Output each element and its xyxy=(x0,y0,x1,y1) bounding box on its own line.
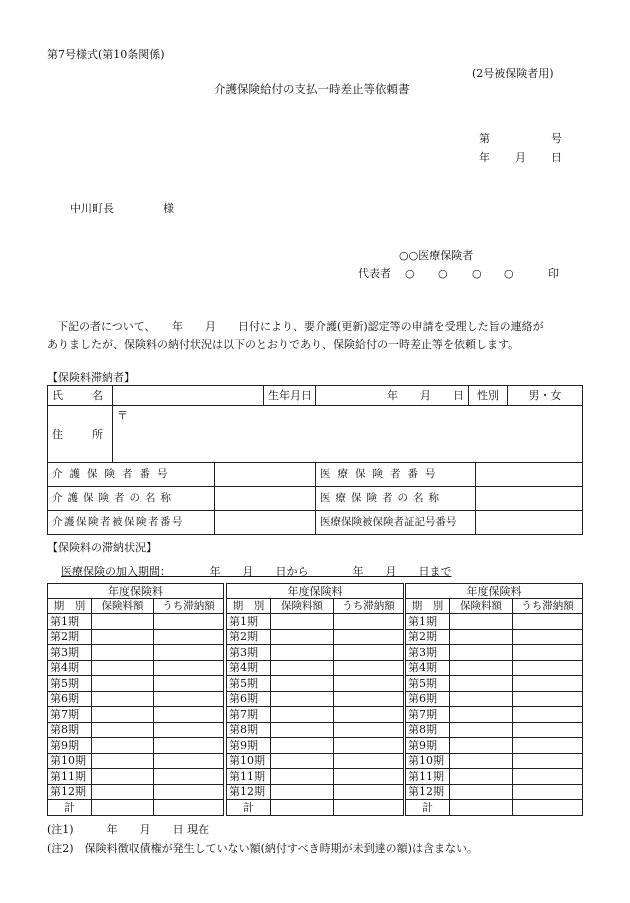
insurer-name: ○○医療保険者 xyxy=(399,249,474,262)
premium-amount-cell[interactable] xyxy=(92,753,154,769)
table-row xyxy=(406,722,583,738)
address-label: 住 所 xyxy=(48,406,113,463)
table-row xyxy=(48,676,224,692)
table-row xyxy=(227,660,404,676)
arrears-amount-cell[interactable] xyxy=(154,769,224,785)
period-label: 第1期 xyxy=(48,614,92,630)
arrears-header: うち滞納額 xyxy=(513,599,583,614)
period-label: 第2期 xyxy=(406,629,450,645)
table-row xyxy=(227,676,404,692)
document-title: 介護保険給付の支払一時差止等依頼書 xyxy=(214,82,410,96)
period-label: 第8期 xyxy=(227,722,271,738)
period-header: 期 別 xyxy=(48,599,92,614)
insurer-number-table xyxy=(47,462,583,535)
note-1: (注1) 年 月 日 現在 xyxy=(47,823,210,836)
period-label: 第9期 xyxy=(227,738,271,754)
period-label: 第8期 xyxy=(48,722,92,738)
arrears-amount-cell[interactable] xyxy=(513,784,583,800)
arrears-table-2 xyxy=(226,583,404,816)
table-row xyxy=(227,738,404,754)
table-row xyxy=(406,784,583,800)
period-label: 第11期 xyxy=(406,769,450,785)
sex-label: 性別 xyxy=(469,386,508,406)
care-insurer-number-label: 介護保険者番号 xyxy=(48,463,215,487)
table-row xyxy=(227,691,404,707)
addressee-sama: 様 xyxy=(163,202,174,215)
period-label: 第11期 xyxy=(48,769,92,785)
table-row xyxy=(406,645,583,661)
seal-mark: 印 xyxy=(548,267,559,280)
premium-amount-cell[interactable] xyxy=(450,784,513,800)
rep-circle-1: ○ xyxy=(405,267,415,280)
premium-amount-cell[interactable] xyxy=(450,769,513,785)
arrears-amount-cell[interactable] xyxy=(154,660,224,676)
table-row xyxy=(227,753,404,769)
table-row xyxy=(406,660,583,676)
postal-mark: 〒 xyxy=(117,409,128,422)
care-insurer-number-input[interactable] xyxy=(215,463,316,487)
birth-label: 生年月日 xyxy=(264,386,316,406)
arrears-total-cell[interactable] xyxy=(154,800,224,816)
arrears-amount-cell[interactable] xyxy=(154,722,224,738)
premium-amount-cell[interactable] xyxy=(92,660,154,676)
period-label: 第1期 xyxy=(227,614,271,630)
premium-amount-cell[interactable] xyxy=(92,676,154,692)
table-row xyxy=(48,722,224,738)
medical-insurer-number-label: 医療保険者番号 xyxy=(316,463,476,487)
premium-total-cell[interactable] xyxy=(92,800,154,816)
arrears-table-3 xyxy=(405,583,583,816)
period-label: 第7期 xyxy=(406,707,450,723)
premium-total-cell[interactable] xyxy=(450,800,513,816)
arrears-amount-cell[interactable] xyxy=(513,629,583,645)
medical-insured-card-label: 医療保険被保険者証記号番号 xyxy=(316,511,476,535)
section2-heading: 【保険料の滞納状況】 xyxy=(47,541,157,554)
arrears-amount-cell[interactable] xyxy=(154,738,224,754)
arrears-amount-cell[interactable] xyxy=(334,784,404,800)
period-label: 第2期 xyxy=(48,629,92,645)
period-label: 第12期 xyxy=(406,784,450,800)
medical-insurer-name-label: 医療保険者の名称 xyxy=(316,487,476,511)
table-row xyxy=(227,707,404,723)
premium-header: 保険料額 xyxy=(271,599,334,614)
fiscal-year-title: 年度保険料 xyxy=(48,584,224,599)
period-label: 第11期 xyxy=(227,769,271,785)
enrollment-period: 医療保険の加入期間： 年 月 日から 年 月 日まで xyxy=(61,565,452,578)
premium-amount-cell[interactable] xyxy=(271,691,334,707)
arrears-amount-cell[interactable] xyxy=(334,707,404,723)
premium-amount-cell[interactable] xyxy=(450,645,513,661)
table-row xyxy=(406,753,583,769)
premium-amount-cell[interactable] xyxy=(450,707,513,723)
table-row xyxy=(227,784,404,800)
fiscal-year-title: 年度保険料 xyxy=(227,584,404,599)
premium-amount-cell[interactable] xyxy=(450,614,513,630)
table-row xyxy=(227,645,404,661)
table-row xyxy=(406,691,583,707)
table-row xyxy=(48,629,224,645)
body-line-2: ありましたが、保険料の納付状況は以下のとおりであり、保険給付の一時差止等を依頼します。 xyxy=(47,338,520,351)
period-label: 第7期 xyxy=(227,707,271,723)
name-input[interactable] xyxy=(113,386,264,406)
arrears-amount-cell[interactable] xyxy=(513,753,583,769)
arrears-total-cell[interactable] xyxy=(513,800,583,816)
total-row xyxy=(48,800,224,816)
table-row xyxy=(48,738,224,754)
period-header: 期 別 xyxy=(227,599,271,614)
premium-amount-cell[interactable] xyxy=(271,676,334,692)
period-label: 第6期 xyxy=(227,691,271,707)
table-row xyxy=(48,753,224,769)
arrears-amount-cell[interactable] xyxy=(334,614,404,630)
arrears-total-cell[interactable] xyxy=(334,800,404,816)
period-label: 第12期 xyxy=(48,784,92,800)
premium-amount-cell[interactable] xyxy=(450,660,513,676)
table-row xyxy=(48,691,224,707)
table-row xyxy=(227,614,404,630)
period-label: 第2期 xyxy=(227,629,271,645)
premium-amount-cell[interactable] xyxy=(92,614,154,630)
arrears-amount-cell[interactable] xyxy=(513,614,583,630)
premium-header: 保険料額 xyxy=(450,599,513,614)
premium-amount-cell[interactable] xyxy=(450,738,513,754)
period-header: 期 別 xyxy=(406,599,450,614)
total-label: 計 xyxy=(48,800,92,816)
premium-amount-cell[interactable] xyxy=(271,722,334,738)
premium-amount-cell[interactable] xyxy=(271,614,334,630)
period-label: 第5期 xyxy=(48,676,92,692)
period-label: 第10期 xyxy=(406,753,450,769)
doc-number-dai: 第 xyxy=(479,132,490,145)
arrears-amount-cell[interactable] xyxy=(154,645,224,661)
table-row xyxy=(48,707,224,723)
arrears-amount-cell[interactable] xyxy=(513,645,583,661)
period-label: 第9期 xyxy=(48,738,92,754)
arrears-amount-cell[interactable] xyxy=(513,660,583,676)
total-row xyxy=(406,800,583,816)
period-label: 第5期 xyxy=(227,676,271,692)
premium-amount-cell[interactable] xyxy=(92,707,154,723)
medical-insurer-number-input[interactable] xyxy=(476,463,583,487)
arrears-amount-cell[interactable] xyxy=(513,769,583,785)
arrears-header: うち滞納額 xyxy=(154,599,224,614)
care-insurer-name-label: 介護保険者の名称 xyxy=(48,487,215,511)
premium-amount-cell[interactable] xyxy=(92,722,154,738)
table-row xyxy=(48,614,224,630)
premium-amount-cell[interactable] xyxy=(450,676,513,692)
date-year: 年 xyxy=(479,151,490,164)
premium-total-cell[interactable] xyxy=(271,800,334,816)
premium-amount-cell[interactable] xyxy=(92,769,154,785)
arrears-table-1 xyxy=(47,583,224,816)
table-row xyxy=(406,707,583,723)
arrears-amount-cell[interactable] xyxy=(334,691,404,707)
arrears-amount-cell[interactable] xyxy=(334,753,404,769)
premium-amount-cell[interactable] xyxy=(271,769,334,785)
premium-amount-cell[interactable] xyxy=(271,784,334,800)
premium-amount-cell[interactable] xyxy=(271,660,334,676)
body-line-1: 下記の者について、 年 月 日付により、要介護(更新)認定等の申請を受理した旨の連絡が xyxy=(57,320,544,333)
arrears-amount-cell[interactable] xyxy=(154,784,224,800)
rep-circle-3: ○ xyxy=(472,267,482,280)
arrears-amount-cell[interactable] xyxy=(154,753,224,769)
arrears-amount-cell[interactable] xyxy=(334,660,404,676)
arrears-header: うち滞納額 xyxy=(334,599,404,614)
premium-amount-cell[interactable] xyxy=(92,645,154,661)
table-row xyxy=(406,738,583,754)
arrears-amount-cell[interactable] xyxy=(334,722,404,738)
arrears-amount-cell[interactable] xyxy=(334,645,404,661)
premium-header: 保険料額 xyxy=(92,599,154,614)
medical-insured-card-input[interactable] xyxy=(476,511,583,535)
period-label: 第4期 xyxy=(406,660,450,676)
table-row xyxy=(227,722,404,738)
period-label: 第7期 xyxy=(48,707,92,723)
doc-number-go: 号 xyxy=(551,132,562,145)
table-row xyxy=(406,614,583,630)
arrears-amount-cell[interactable] xyxy=(154,629,224,645)
note-2: (注2) 保険料徴収債権が発生していない額(納付すべき時期が未到達の額)は含まない。 xyxy=(47,842,478,855)
arrears-amount-cell[interactable] xyxy=(334,738,404,754)
section1-heading: 【保険料滞納者】 xyxy=(47,371,135,384)
arrears-amount-cell[interactable] xyxy=(334,676,404,692)
table-row xyxy=(227,629,404,645)
arrears-amount-cell[interactable] xyxy=(154,676,224,692)
arrears-amount-cell[interactable] xyxy=(513,707,583,723)
premium-amount-cell[interactable] xyxy=(271,753,334,769)
premium-amount-cell[interactable] xyxy=(271,707,334,723)
table-row xyxy=(227,769,404,785)
premium-amount-cell[interactable] xyxy=(450,691,513,707)
care-insured-number-label: 介護保険者被保険者番号 xyxy=(48,511,215,535)
period-label: 第8期 xyxy=(406,722,450,738)
table-row xyxy=(48,660,224,676)
period-label: 第1期 xyxy=(406,614,450,630)
arrears-amount-cell[interactable] xyxy=(334,769,404,785)
table-row xyxy=(406,769,583,785)
arrears-amount-cell[interactable] xyxy=(513,722,583,738)
arrears-amount-cell[interactable] xyxy=(154,691,224,707)
sex-value[interactable]: 男・女 xyxy=(508,386,583,406)
period-label: 第4期 xyxy=(227,660,271,676)
period-label: 第3期 xyxy=(406,645,450,661)
period-label: 第3期 xyxy=(227,645,271,661)
table-row xyxy=(48,784,224,800)
premium-amount-cell[interactable] xyxy=(450,722,513,738)
address-input[interactable] xyxy=(113,406,583,463)
premium-amount-cell[interactable] xyxy=(92,629,154,645)
period-label: 第12期 xyxy=(227,784,271,800)
applicant-type: (2号被保険者用) xyxy=(472,67,554,80)
period-label: 第10期 xyxy=(48,753,92,769)
total-label: 計 xyxy=(406,800,450,816)
form-number: 第7号様式(第10条関係) xyxy=(47,48,165,61)
period-label: 第4期 xyxy=(48,660,92,676)
arrears-amount-cell[interactable] xyxy=(154,614,224,630)
care-insured-number-input[interactable] xyxy=(215,511,316,535)
premium-amount-cell[interactable] xyxy=(271,629,334,645)
premium-amount-cell[interactable] xyxy=(92,738,154,754)
premium-amount-cell[interactable] xyxy=(450,629,513,645)
table-row xyxy=(48,769,224,785)
period-label: 第5期 xyxy=(406,676,450,692)
premium-amount-cell[interactable] xyxy=(271,738,334,754)
table-row xyxy=(406,676,583,692)
arrears-amount-cell[interactable] xyxy=(334,629,404,645)
arrears-amount-cell[interactable] xyxy=(513,738,583,754)
birth-value[interactable]: 年 月 日 xyxy=(316,386,469,406)
premium-amount-cell[interactable] xyxy=(450,753,513,769)
fiscal-year-title: 年度保険料 xyxy=(406,584,583,599)
period-label: 第9期 xyxy=(406,738,450,754)
premium-amount-cell[interactable] xyxy=(92,784,154,800)
addressee-name: 中川町長 xyxy=(70,202,114,215)
date-day: 日 xyxy=(551,151,562,164)
rep-circle-4: ○ xyxy=(504,267,514,280)
insured-info-table xyxy=(47,385,583,463)
care-insurer-name-input[interactable] xyxy=(215,487,316,511)
medical-insurer-name-input[interactable] xyxy=(476,487,583,511)
table-row xyxy=(406,629,583,645)
period-label: 第3期 xyxy=(48,645,92,661)
table-row xyxy=(48,645,224,661)
arrears-amount-cell[interactable] xyxy=(154,707,224,723)
date-month: 月 xyxy=(515,151,526,164)
arrears-amount-cell[interactable] xyxy=(513,676,583,692)
name-label: 氏 名 xyxy=(48,386,113,406)
period-label: 第6期 xyxy=(48,691,92,707)
total-label: 計 xyxy=(227,800,271,816)
arrears-amount-cell[interactable] xyxy=(513,691,583,707)
total-row xyxy=(227,800,404,816)
rep-circle-2: ○ xyxy=(438,267,448,280)
period-label: 第10期 xyxy=(227,753,271,769)
premium-amount-cell[interactable] xyxy=(92,691,154,707)
premium-amount-cell[interactable] xyxy=(271,645,334,661)
representative-label: 代表者 xyxy=(358,267,391,280)
period-label: 第6期 xyxy=(406,691,450,707)
